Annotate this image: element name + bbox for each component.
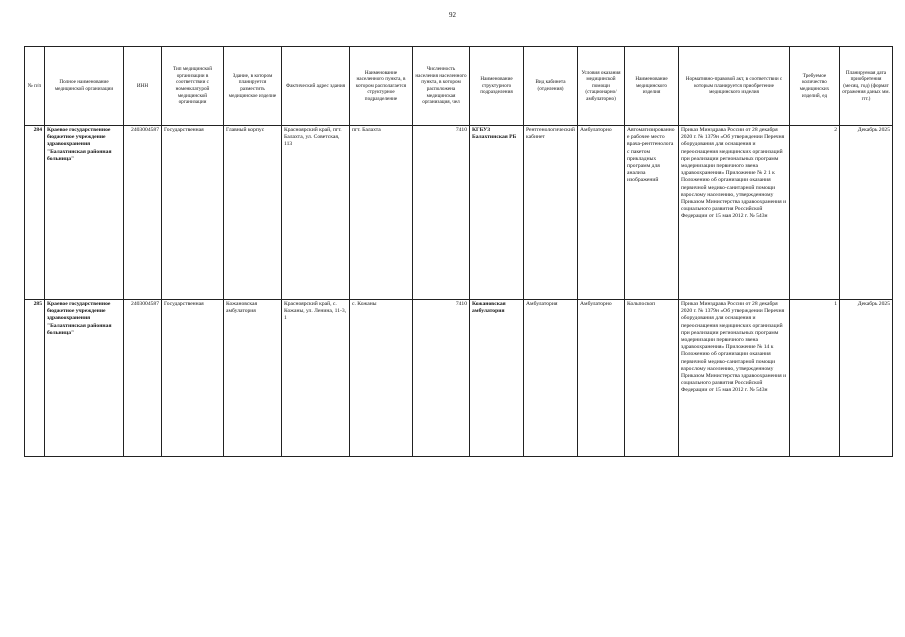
header-date: Планируемая дата приобретения (месяц, год) (формат отражения даных мм. ггг.) bbox=[840, 47, 893, 126]
header-cabinet: Вид кабинета (отделения) bbox=[524, 47, 578, 126]
page-number: 92 bbox=[449, 11, 456, 19]
cell-cabinet: Рентгенологический кабинет bbox=[524, 126, 578, 300]
cell-conditions: Амбулаторно bbox=[578, 126, 625, 300]
cell-act: Приказ Минздрава России от 28 декабря 2020 г. № 1379н «Об утверждении Перечня оборудования для оснащения и переоснащения медицинских организаций при реализации региональных программ модернизации первичного звена здравоохранения» Приложение № 2 1 к Положению об организации оказания первичной медико-санитарной помощи взрослому населению, утвержденному Приказом Министерства здравоохранения и социального развития Российской Федерации от 15 мая 2012 г. № 543н bbox=[679, 126, 790, 300]
cell-device: Автоматизированное рабочее место врача-рентгенолога с пакетом прикладных программ для анализа изображений bbox=[625, 126, 679, 300]
cell-no: 284 bbox=[25, 126, 45, 300]
header-qty: Требуемое количество медицинских изделий, ед bbox=[790, 47, 840, 126]
table-row bbox=[25, 300, 893, 457]
cell-cabinet: Амбулатория bbox=[524, 300, 578, 457]
cell-org: Краевое государственное бюджетное учреждение здравоохранения "Балахтинская районная больница" bbox=[45, 126, 124, 300]
cell-building: Главный корпус bbox=[224, 126, 282, 300]
header-population: Численность населения населенного пункта, в котором расположена медицинская организация, чел bbox=[413, 47, 470, 126]
cell-locality: с. Кожаны bbox=[350, 300, 413, 457]
cell-unit: КГБУЗ Балахтинская РБ bbox=[470, 126, 524, 300]
header-no: № п/п bbox=[25, 47, 45, 126]
cell-locality: пгт. Балахта bbox=[350, 126, 413, 300]
cell-date: Декабрь 2025 bbox=[840, 300, 893, 457]
header-act: Нормативно-правовой акт, в соответствии с которым планируется приобретение медицинского изделия bbox=[679, 47, 790, 126]
cell-date: Декабрь 2025 bbox=[840, 126, 893, 300]
header-org: Полное наименование медицинской организации bbox=[45, 47, 124, 126]
cell-address: Красноярский край, пгт. Балахта, ул. Советская, 113 bbox=[282, 126, 350, 300]
cell-population: 7410 bbox=[413, 300, 470, 457]
table-row bbox=[25, 126, 893, 300]
cell-org: Краевое государственное бюджетное учреждение здравоохранения "Балахтинская районная больница" bbox=[45, 300, 124, 457]
header-locality: Наименование населенного пункта, в котором располагается структурное подразделение bbox=[350, 47, 413, 126]
cell-unit: Кожановская амбулатория bbox=[470, 300, 524, 457]
cell-device: Кольпоскоп bbox=[625, 300, 679, 457]
cell-qty: 1 bbox=[790, 300, 840, 457]
header-conditions: Условия оказания медицинской помощи (стационарно/амбулаторно) bbox=[578, 47, 625, 126]
header-row bbox=[25, 47, 893, 126]
cell-type: Государственная bbox=[162, 126, 224, 300]
header-device: Наименование медицинского изделия bbox=[625, 47, 679, 126]
header-type: Тип медицинской организации в соответствии с номенклатурой медицинской организации bbox=[162, 47, 224, 126]
cell-qty: 2 bbox=[790, 126, 840, 300]
header-unit: Наименование структурного подразделения bbox=[470, 47, 524, 126]
cell-act: Приказ Минздрава России от 28 декабря 2020 г. № 1379н «Об утверждении Перечня оборудования для оснащения и переоснащения медицинских организаций при реализации региональных программ модернизации первичного звена здравоохранения» Приложение № 14 к Положению об организации оказания первичной медико-санитарной помощи взрослому населению, утвержденному Приказом Министерства здравоохранения и социального развития Российской Федерации от 15 мая 2012 г. № 543н bbox=[679, 300, 790, 457]
cell-building: Кожановская амбулатория bbox=[224, 300, 282, 457]
header-address: Фактический адрес здания bbox=[282, 47, 350, 126]
equipment-table bbox=[24, 46, 893, 457]
cell-inn: 2403004587 bbox=[124, 300, 162, 457]
header-inn: ИНН bbox=[124, 47, 162, 126]
cell-no: 285 bbox=[25, 300, 45, 457]
header-building: Здание, в котором планируется разместить медицинское изделие bbox=[224, 47, 282, 126]
cell-population: 7410 bbox=[413, 126, 470, 300]
cell-conditions: Амбулаторно bbox=[578, 300, 625, 457]
cell-inn: 2403004587 bbox=[124, 126, 162, 300]
cell-type: Государственная bbox=[162, 300, 224, 457]
cell-address: Красноярский край, с. Кожаны, ул. Ленина, 11-3, 1 bbox=[282, 300, 350, 457]
